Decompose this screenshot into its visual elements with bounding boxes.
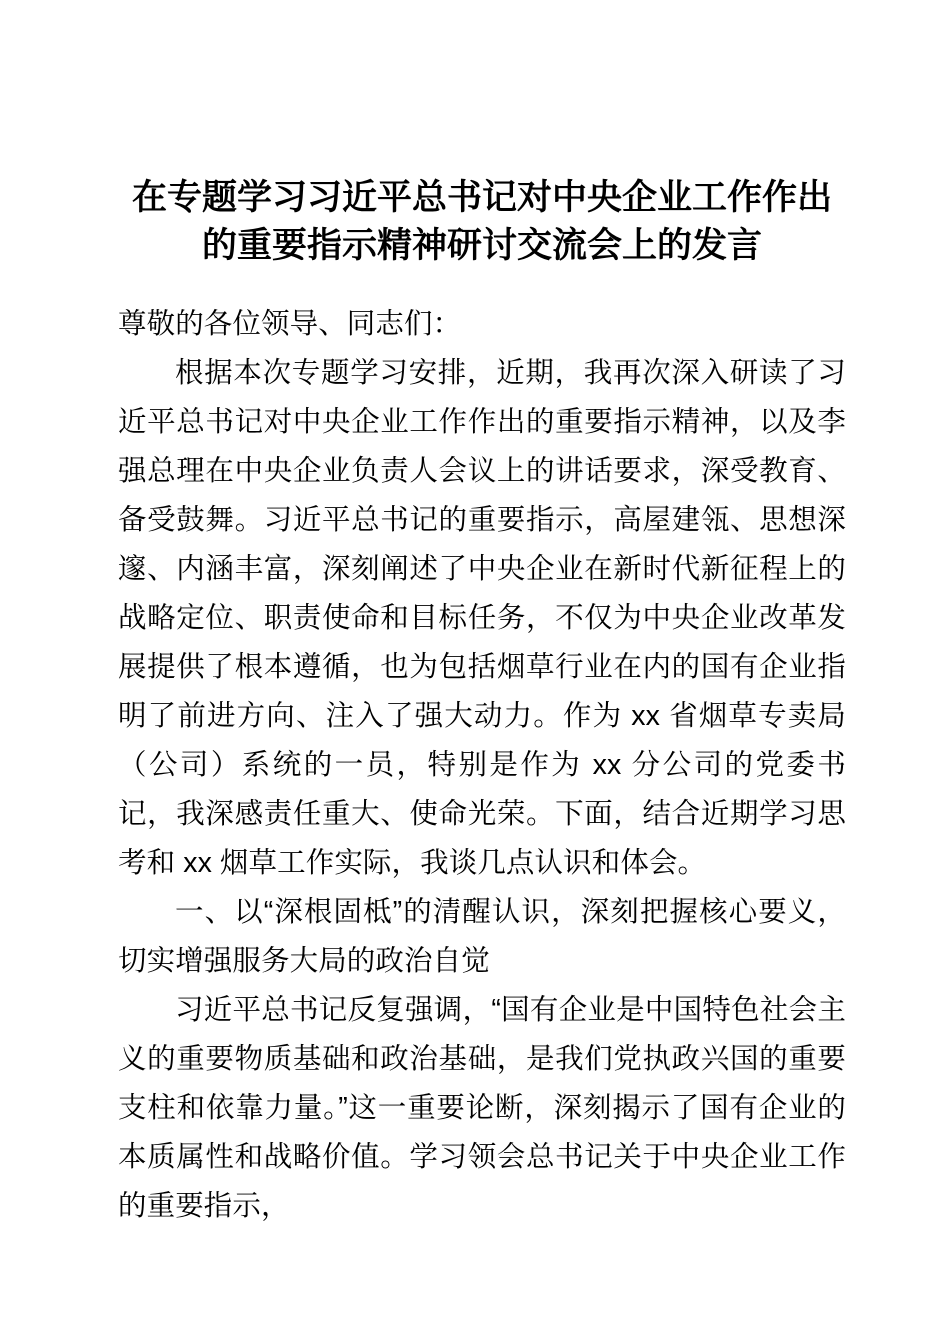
document-content xyxy=(118,174,846,1231)
document-title: 在专题学习习近平总书记对中央企业工作作出的重要指示精神研讨交流会上的发言 xyxy=(131,178,832,265)
body-paragraph-1: 根据本次专题学习安排，近期，我再次深入研读了习近平总书记对中央企业工作作出的重要指示精神，以及李强总理在中央企业负责人会议上的讲话要求，深受教育、备受鼓舞。习近平总书记的重要指示，高屋建瓴、思想深邃、内涵丰富，深刻阐述了中央企业在新时代新征程上的战略定位、职责使命和目标任务，不仅为中央企业改革发展提供了根本遵循，也为包括烟草行业在内的国有企业指明了前进方向、注入了强大动力。作为 xx 省烟草专卖局（公司）系统的一员，特别是作为 xx 分公司的党委书记，我深感责任重大、使命光荣。下面，结合近期学习思考和 xx 烟草工作实际，我谈几点认识和体会。 xyxy=(118,357,846,879)
section-heading-1: 一、以“深根固柢”的清醒认识，深刻把握核心要义，切实增强服务大局的政治自觉 xyxy=(118,896,846,977)
salutation-line: 尊敬的各位领导、同志们： xyxy=(118,308,462,340)
body-paragraph-2: 习近平总书记反复强调，“国有企业是中国特色社会主义的重要物质基础和政治基础，是我们党执政兴国的重要支柱和依靠力量。”这一重要论断，深刻揭示了国有企业的本质属性和战略价值。学习领会总书记关于中央企业工作的重要指示， xyxy=(118,994,846,1222)
